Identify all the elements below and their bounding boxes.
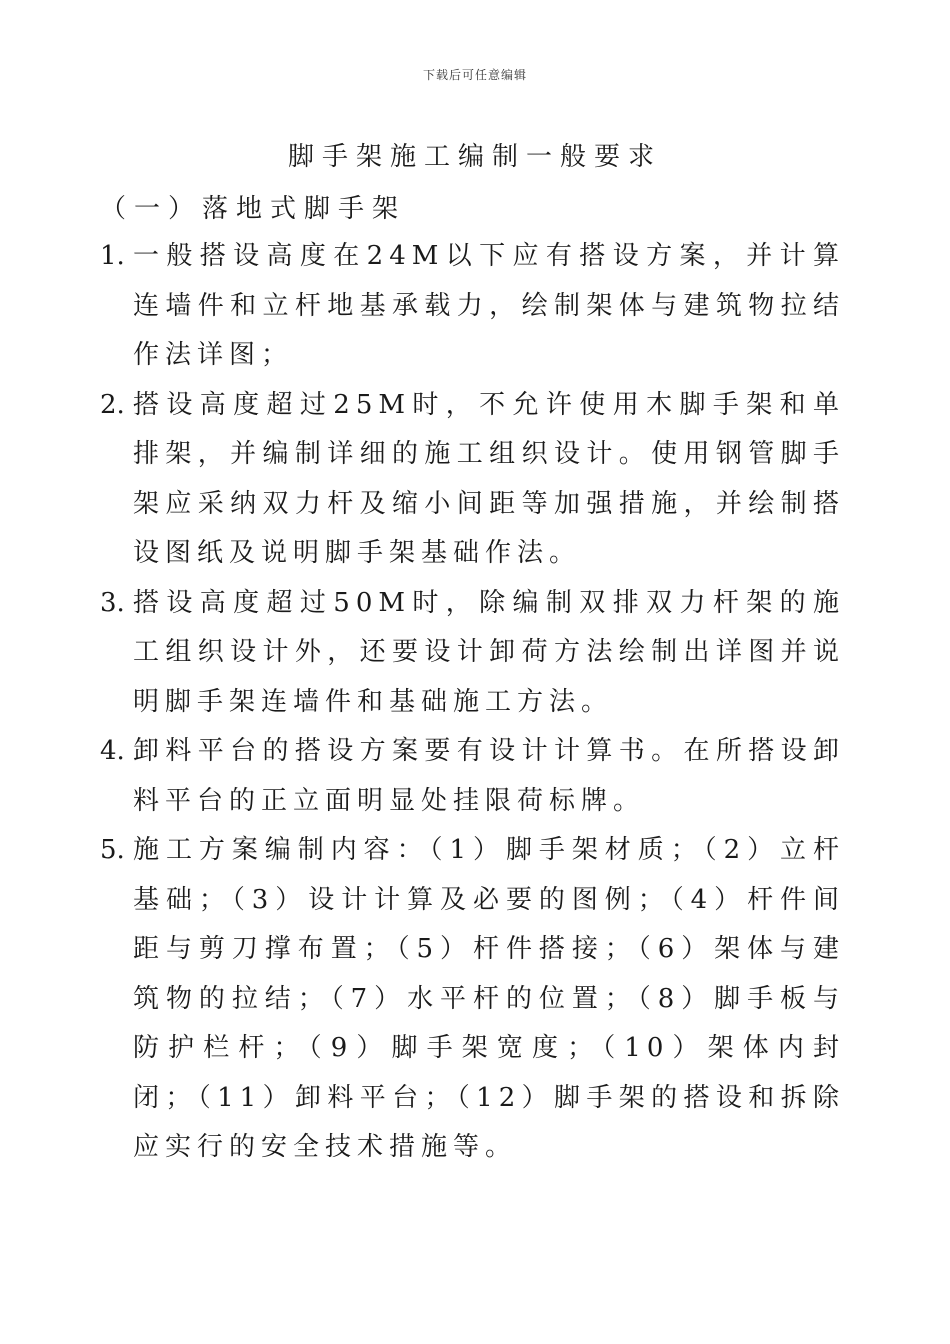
list-item [100,381,845,579]
requirements-list [100,232,845,1173]
item-text: 一般搭设高度在24M以下应有搭设方案，并计算连墙件和立杆地基承载力，绘制架体与建筑物拉结作法详图； [133,241,845,370]
item-number: 5. [100,835,125,865]
item-number: 1. [100,241,125,271]
document-title: 脚手架施工编制一般要求 [287,142,662,172]
item-text: 搭设高度超过25M时，不允许使用木脚手架和单排架，并编制详细的施工组织设计。使用钢管脚手架应采纳双力杆及缩小间距等加强措施，并绘制搭设图纸及说明脚手架基础作法。 [133,389,845,568]
item-number: 3. [100,587,125,618]
section-title: （一）落地式脚手架 [100,194,407,224]
item-number: 2. [100,389,125,420]
item-text: 搭设高度超过50M时，除编制双排双力杆架的施工组织设计外，还要设计卸荷方法绘制出详图并说明脚手架连墙件和基础施工方法。 [133,587,845,717]
header-note: 下载后可任意编辑 [422,68,527,82]
list-item [100,579,845,728]
item-text: 施工方案编制内容：（1）脚手架材质；（2）立杆基础；（3）设计计算及必要的图例；（4）杆件间距与剪刀撑布置；（5）杆件搭接；（6）架体与建筑物的拉结；（7）水平杆的位置；（8）脚手板与防护栏杆；（9）脚手架宽度；（10）架体内封闭；（11）卸料平台；（12）脚手架的搭设和拆除应实行的安全技术措施等。 [133,835,845,1162]
list-item [100,232,845,381]
item-number: 4. [100,736,125,766]
list-item [100,826,845,1173]
item-text: 卸料平台的搭设方案要有设计计算书。在所搭设卸料平台的正立面明显处挂限荷标牌。 [133,736,845,816]
list-item [100,727,845,826]
